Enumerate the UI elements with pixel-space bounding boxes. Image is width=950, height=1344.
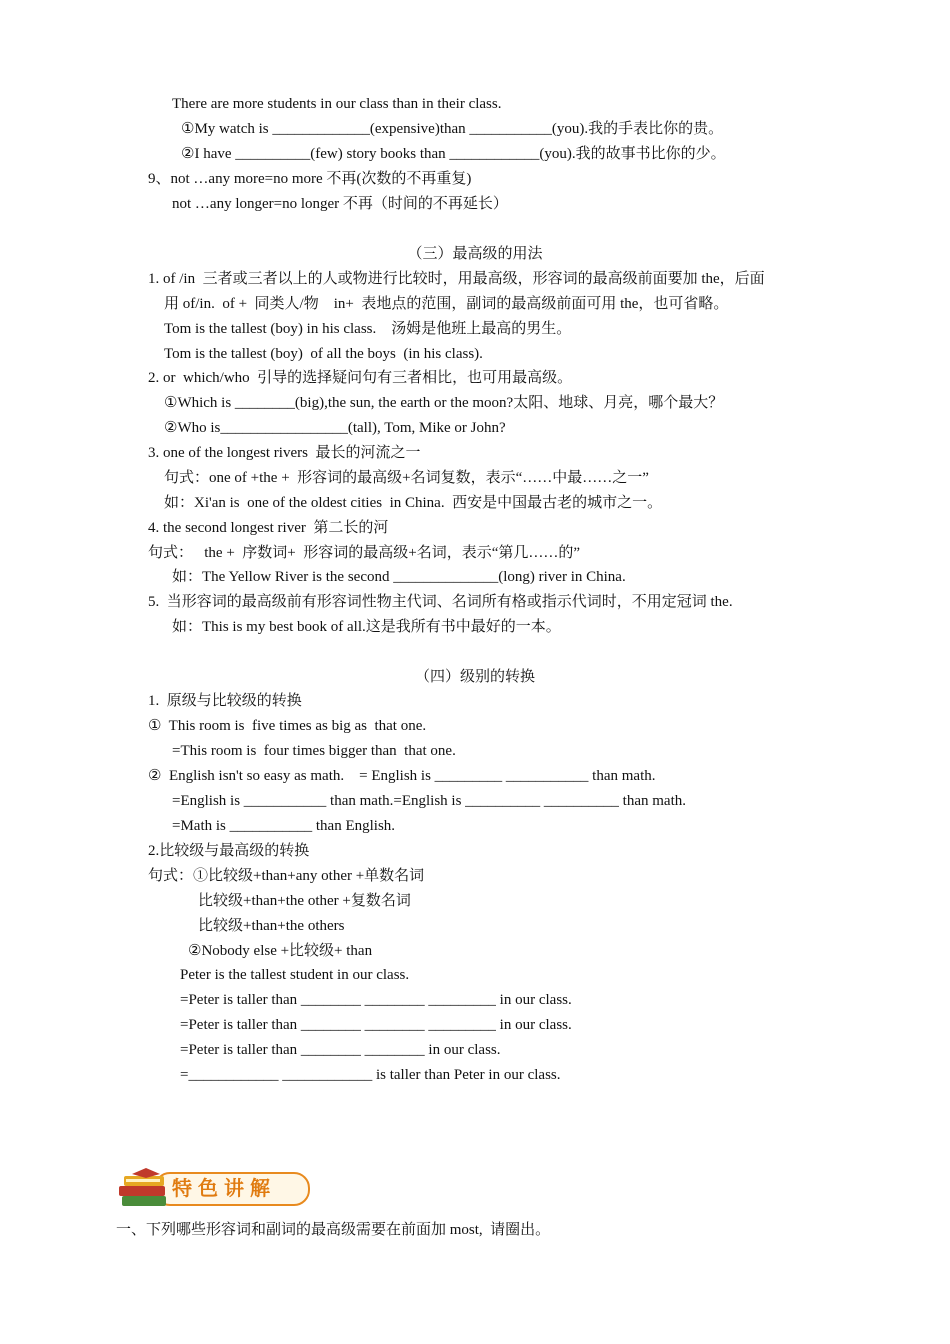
conversion-2-pattern-3: 比较级+than+the others bbox=[198, 918, 345, 934]
feature-badge-title: 特色讲解 bbox=[172, 1176, 276, 1200]
book-red-icon bbox=[119, 1186, 165, 1196]
rule-2-example-2: ②Who is_________________(tall), Tom, Mike or John? bbox=[164, 420, 506, 436]
rule-3: 3. one of the longest rivers 最长的河流之一 bbox=[148, 445, 421, 461]
rule-no-more: 9、not …any more=no more 不再(次数的不再重复) bbox=[148, 171, 472, 187]
exercise-story-books: ②I have __________(few) story books than ____________(you).我的故事书比你的少。 bbox=[181, 146, 726, 162]
book-green-icon bbox=[122, 1196, 166, 1206]
rule-2: 2. or which/who 引导的选择疑问句有三者相比，也可用最高级。 bbox=[148, 370, 573, 386]
superlative-heading: （三）最高级的用法 bbox=[407, 246, 543, 262]
conversion-2-example-3: =Peter is taller than ________ ________ in our class. bbox=[180, 1042, 501, 1058]
conversion-1-b-line-3: =Math is ___________ than English. bbox=[172, 818, 396, 834]
rule-1-example-1: Tom is the tallest (boy) in his class. 汤姆是他班上最高的男生。 bbox=[164, 321, 572, 337]
exercise-watch: ①My watch is _____________(expensive)than ___________(you).我的手表比你的贵。 bbox=[181, 121, 724, 137]
rule-5: 5. 当形容词的最高级前有形容词性物主代词、名词所有格或指示代词时，不用定冠词 the. bbox=[148, 594, 733, 610]
example-more-students: There are more students in our class than in their class. bbox=[172, 96, 502, 112]
rule-no-longer: not …any longer=no longer 不再（时间的不再延长） bbox=[172, 196, 508, 212]
book-pages-icon bbox=[126, 1179, 160, 1182]
conversion-2-pattern-2: 比较级+than+the other +复数名词 bbox=[198, 893, 411, 909]
conversion-2-example-4: =____________ ____________ is taller than Peter in our class. bbox=[180, 1067, 561, 1083]
rule-1-line-1: 1. of /in 三者或三者以上的人或物进行比较时，用最高级，形容词的最高级前面要加 the，后面 bbox=[148, 271, 765, 287]
conversion-2-example-2: =Peter is taller than ________ ________ _________ in our class. bbox=[180, 1017, 572, 1033]
conversion-heading: （四）级别的转换 bbox=[414, 669, 535, 685]
feature-badge bbox=[116, 1166, 312, 1214]
conversion-2-pattern-1: 句式：①比较级+than+any other +单数名词 bbox=[148, 868, 425, 884]
rule-5-example: 如：This is my best book of all.这是我所有书中最好的一本。 bbox=[172, 619, 561, 635]
rule-4: 4. the second longest river 第二长的河 bbox=[148, 520, 389, 536]
rule-4-example: 如：The Yellow River is the second ______________(long) river in China. bbox=[172, 569, 626, 585]
rule-1-line-2: 用 of/in. of + 同类人/物 in+ 表地点的范围，副词的最高级前面可用 the，也可省略。 bbox=[164, 296, 729, 312]
conversion-2-example-1: =Peter is taller than ________ ________ _________ in our class. bbox=[180, 992, 572, 1008]
rule-3-example: 如：Xi'an is one of the oldest cities in China. 西安是中国最古老的城市之一。 bbox=[164, 495, 663, 511]
rule-3-pattern: 句式：one of +the + 形容词的最高级+名词复数，表示“……中最……之一” bbox=[164, 470, 649, 486]
books-icon bbox=[116, 1166, 176, 1214]
conversion-1-title: 1. 原级与比较级的转换 bbox=[148, 693, 302, 709]
conversion-1-a-line-1: ① This room is five times as big as that one. bbox=[148, 718, 427, 734]
conversion-2-title: 2.比较级与最高级的转换 bbox=[148, 843, 310, 859]
rule-1-example-2: Tom is the tallest (boy) of all the boys (in his class). bbox=[164, 346, 483, 362]
rule-2-example-1: ①Which is ________(big),the sun, the earth or the moon?太阳、地球、月亮，哪个最大？ bbox=[164, 395, 724, 411]
feature-question: 一、下列哪些形容词和副词的最高级需要在前面加 most, 请圈出。 bbox=[116, 1222, 551, 1238]
conversion-1-a-line-2: =This room is four times bigger than that one. bbox=[172, 743, 456, 759]
rule-4-pattern: 句式： the + 序数词+ 形容词的最高级+名词，表示“第几……的” bbox=[148, 545, 581, 561]
conversion-2-example-0: Peter is the tallest student in our class. bbox=[180, 967, 410, 983]
conversion-1-b-line-2: =English is ___________ than math.=English is __________ __________ than math. bbox=[172, 793, 686, 809]
conversion-2-pattern-4: ②Nobody else +比较级+ than bbox=[188, 943, 373, 959]
conversion-1-b-line-1: ② English isn't so easy as math. = English is _________ ___________ than math. bbox=[148, 768, 656, 784]
